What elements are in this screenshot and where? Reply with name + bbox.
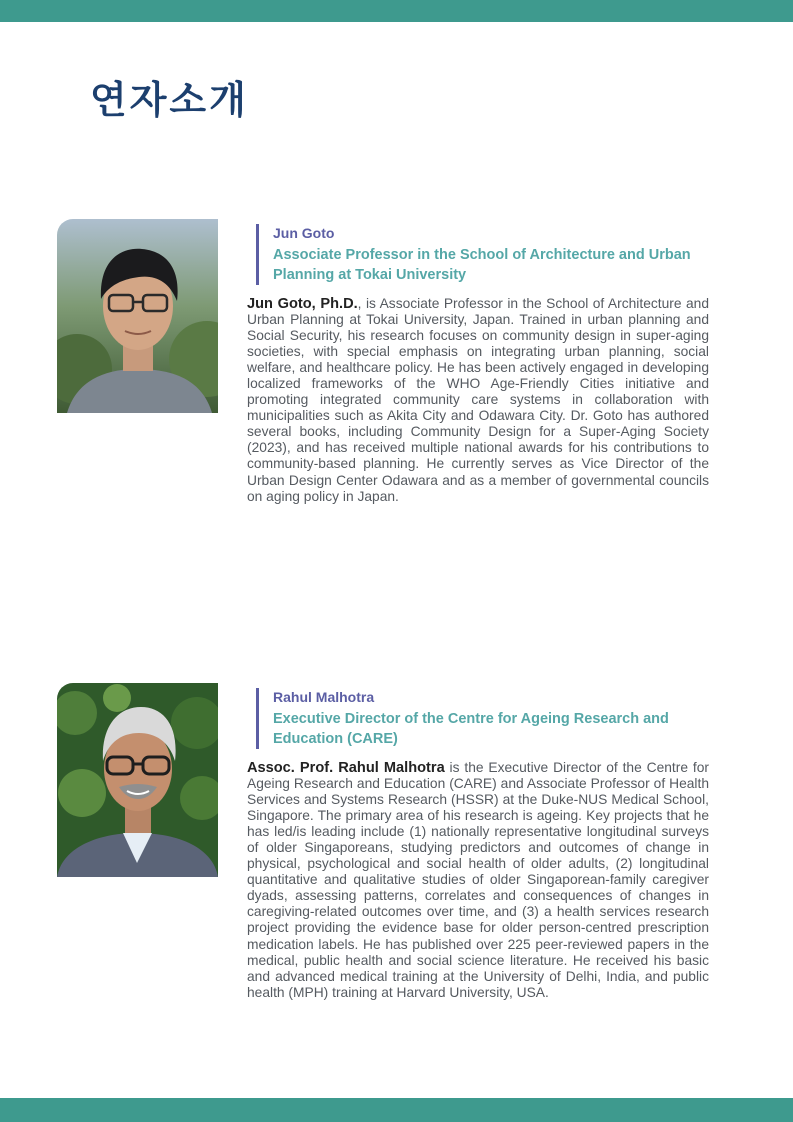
speaker-name: Jun Goto xyxy=(273,225,335,241)
speaker-bio-jun-goto xyxy=(247,296,709,505)
top-accent-bar xyxy=(0,0,793,22)
bio-lead: Jun Goto, Ph.D. xyxy=(247,296,358,312)
speaker-bio-rahul-malhotra xyxy=(247,760,709,1001)
speaker-photo-rahul-malhotra xyxy=(57,683,218,877)
bio-text: , is Associate Professor in the School of Architecture and Urban Planning at Tokai University, Japan. Trained in urban planning and Social Security, his research focuses on community design in super-aging societies, with special emphasis on integrating urban planning, social welfare, and healthcare policy. He has been actively engaged in developing localized frameworks of the WHO Age-Friendly Cities initiative and promoting integrated community care systems in collaboration with municipalities such as Akita City and Odawara City. Dr. Goto has authored several books, including Community Design for a Super-Aging Society (2023), and has received multiple national awards for his contributions to community-based planning. He currently serves as Vice Director of the Urban Design Center Odawara and as a member of governmental councils on aging policy in Japan. xyxy=(247,296,710,504)
speaker-role: Associate Professor in the School of Architecture and Urban Planning at Tokai University xyxy=(273,247,691,283)
speaker-header-jun-goto xyxy=(256,224,713,285)
speaker-role: Executive Director of the Centre for Ageing Research and Education (CARE) xyxy=(273,711,669,747)
speaker-header-rahul-malhotra xyxy=(256,688,713,749)
page-title: 연자소개 xyxy=(90,78,249,122)
speaker-name: Rahul Malhotra xyxy=(273,689,375,705)
bottom-accent-bar xyxy=(0,1098,793,1122)
speaker-photo-jun-goto xyxy=(57,219,218,413)
bio-text: is the Executive Director of the Centre for Ageing Research and Education (CARE) and Associate Professor of Health Services and Systems Research (HSSR) at the Duke-NUS Medical School, Singapore. The primary area of his research is ageing. Key projects that he has led/is leading include (1) nationally representative longitudinal surveys of older Singaporeans, studying predictors and outcomes of change in physical, psychological and social health of older adults, (2) longitudinal quantitative and qualitative studies of older Singaporean-family caregiver dyads, assessing patterns, correlates and consequences of changes in caregiving-related outcomes over time, and (3) a health services research project providing the evidence base for older person-centred prescription medication labels. He has published over 225 peer-reviewed papers in the medical, public health and social science literature. He received his basic and advanced medical training at the University of Delhi, India, and public health (MPH) training at Harvard University, USA. xyxy=(247,760,709,1000)
bio-lead: Assoc. Prof. Rahul Malhotra xyxy=(247,760,445,776)
